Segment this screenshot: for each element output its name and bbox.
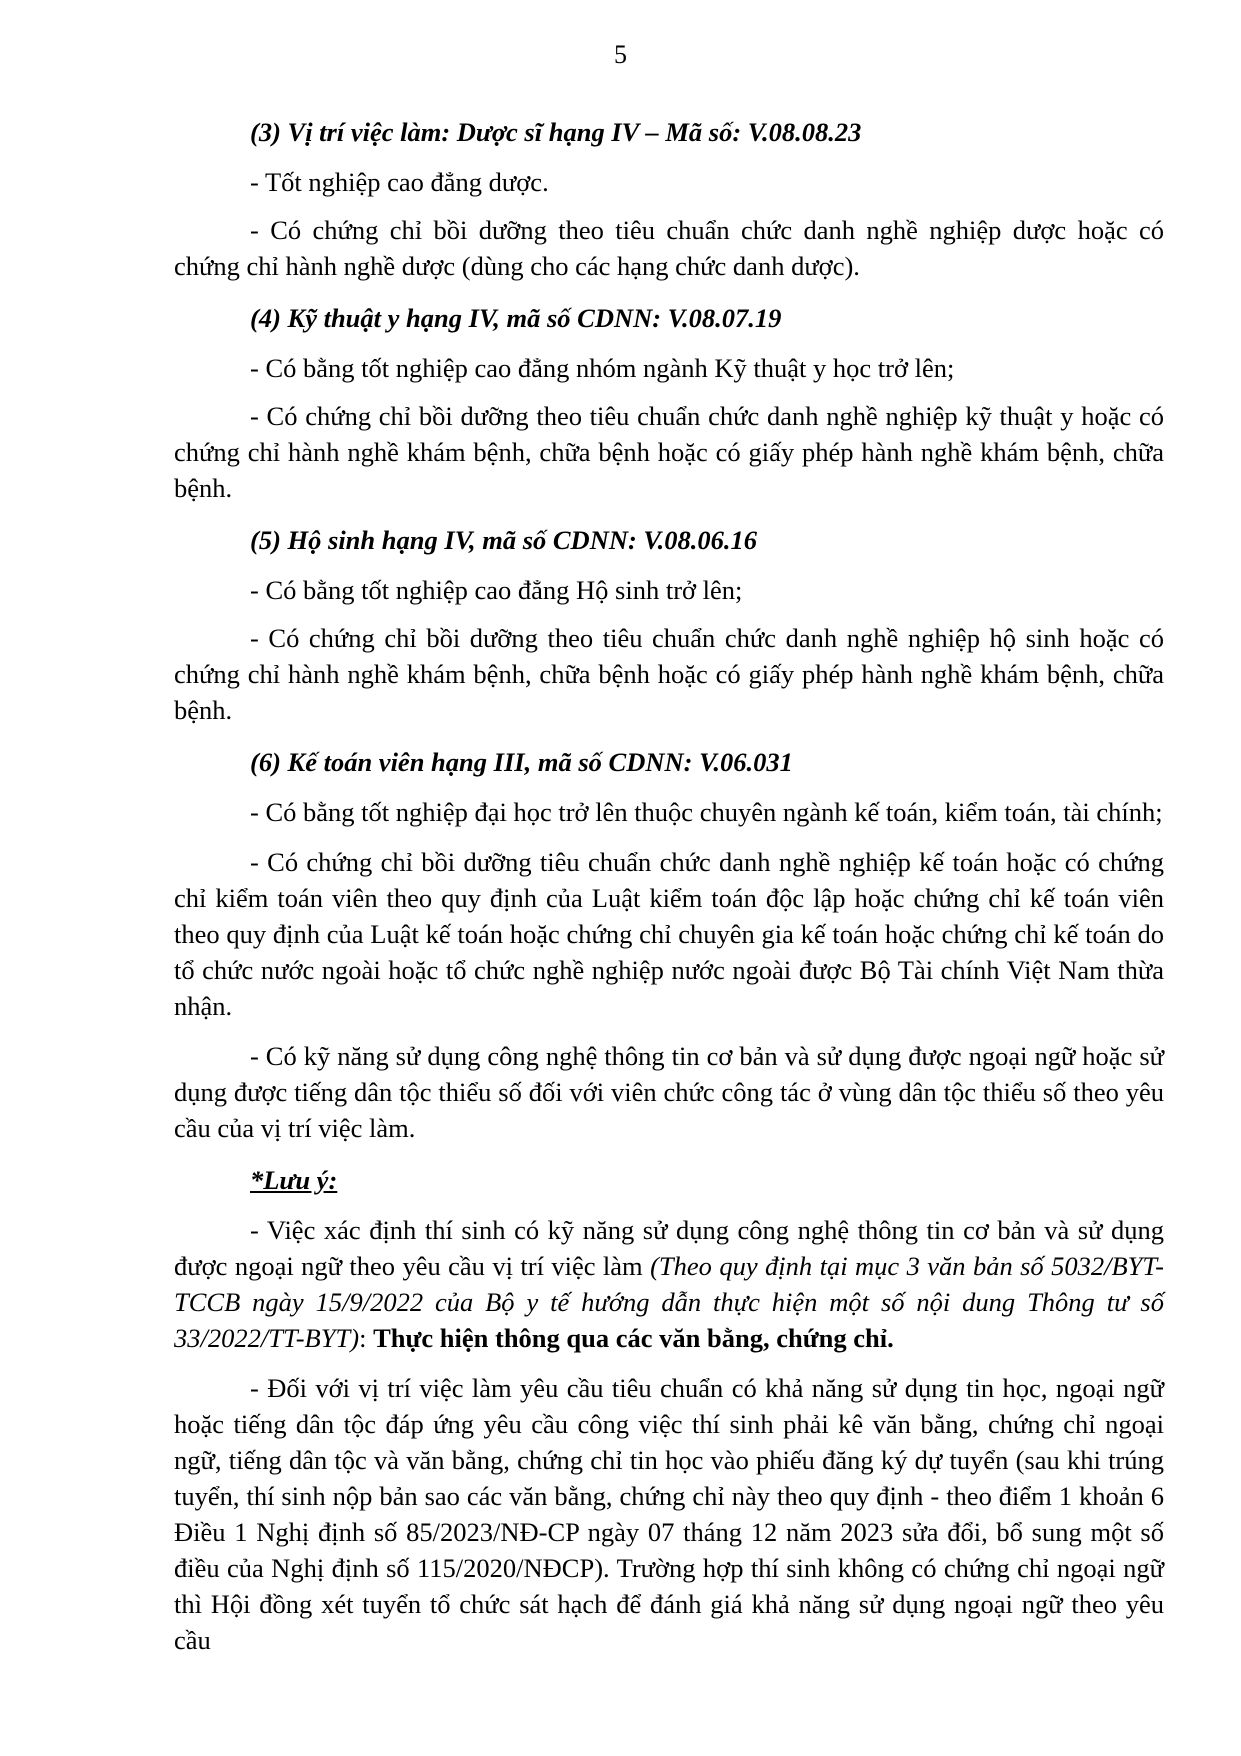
requirement-item: - Có chứng chỉ bồi dưỡng theo tiêu chuẩn chức danh nghề nghiệp dược hoặc có chứng chỉ hành nghề dược (dùng cho các hạng chức danh dược). bbox=[174, 215, 1164, 281]
requirement-item: - Có kỹ năng sử dụng công nghệ thông tin cơ bản và sử dụng được ngoại ngữ hoặc sử dụng được tiếng dân tộc thiểu số đối với viên chức công tác ở vùng dân tộc thiểu số theo yêu cầu của vị trí việc làm. bbox=[174, 1041, 1164, 1143]
note-paragraph: - Đối với vị trí việc làm yêu cầu tiêu chuẩn có khả năng sử dụng tin học, ngoại ngữ hoặc tiếng dân tộc đáp ứng yêu cầu công việc thí sinh phải kê văn bằng, chứng chỉ ngoại ngữ, tiếng dân tộc và văn bằng, chứng chỉ tin học vào phiếu đăng ký dự tuyển (sau khi trúng tuyển, thí sinh nộp bản sao các văn bằng, chứng chỉ này theo quy định - theo điểm 1 khoản 6 Điều 1 Nghị định số 85/2023/NĐ-CP ngày 07 tháng 12 năm 2023 sửa đổi, bổ sung một số điều của Nghị định số 115/2020/NĐCP). Trường hợp thí sinh không có chứng chỉ ngoại ngữ thì Hội đồng xét tuyển tổ chức sát hạch để đánh giá khả năng sử dụng ngoại ngữ theo yêu cầu bbox=[174, 1373, 1164, 1655]
requirement-item: - Tốt nghiệp cao đẳng dược. bbox=[250, 167, 549, 197]
note-colon: : bbox=[359, 1323, 374, 1353]
requirement-item: - Có chứng chỉ bồi dưỡng theo tiêu chuẩn chức danh nghề nghiệp kỹ thuật y hoặc có chứng chỉ hành nghề khám bệnh, chữa bệnh hoặc có giấy phép hành nghề khám bệnh, chữa bệnh. bbox=[174, 401, 1164, 503]
section-midwife bbox=[174, 520, 1164, 728]
section-pharmacist bbox=[174, 112, 1164, 284]
section-medical-technician bbox=[174, 298, 1164, 506]
note-reference: (Theo quy định tại mục 3 văn bản số 5032/BYT-TCCB ngày 15/9/2022 của Bộ y tế hướng dẫn thực hiện một số nội dung Thông tư số 33/2022/TT-BYT) bbox=[174, 1251, 1164, 1353]
note-section bbox=[174, 1160, 1164, 1658]
page-content bbox=[174, 112, 1164, 1672]
requirement-item: - Có bằng tốt nghiệp cao đẳng Hộ sinh trở lên; bbox=[250, 575, 743, 605]
page-number: 5 bbox=[614, 40, 627, 69]
requirement-item: - Có bằng tốt nghiệp đại học trở lên thuộc chuyên ngành kế toán, kiểm toán, tài chính; bbox=[250, 797, 1163, 827]
note-title: *Lưu ý: bbox=[250, 1165, 338, 1195]
section-heading: (3) Vị trí việc làm: Dược sĩ hạng IV – Mã số: V.08.08.23 bbox=[250, 117, 862, 147]
section-heading: (5) Hộ sinh hạng IV, mã số CDNN: V.08.06.16 bbox=[250, 525, 758, 555]
note-text: - Việc xác định thí sinh có kỹ năng sử dụng công nghệ thông tin cơ bản và sử dụng được ngoại ngữ theo yêu cầu vị trí việc làm bbox=[174, 1215, 1164, 1281]
section-heading: (6) Kế toán viên hạng III, mã số CDNN: V.06.031 bbox=[250, 747, 793, 777]
section-heading: (4) Kỹ thuật y hạng IV, mã số CDNN: V.08.07.19 bbox=[250, 303, 782, 333]
requirement-item: - Có bằng tốt nghiệp cao đẳng nhóm ngành Kỹ thuật y học trở lên; bbox=[250, 353, 955, 383]
note-paragraph bbox=[174, 1212, 1164, 1356]
requirement-item: - Có chứng chỉ bồi dưỡng tiêu chuẩn chức danh nghề nghiệp kế toán hoặc có chứng chỉ kiểm toán viên theo quy định của Luật kiểm toán độc lập hoặc chứng chỉ kế toán viên theo quy định của Luật kế toán hoặc chứng chỉ chuyên gia kế toán hoặc chứng chỉ kế toán do tổ chức nước ngoài hoặc tổ chức nghề nghiệp nước ngoài được Bộ Tài chính Việt Nam thừa nhận. bbox=[174, 847, 1164, 1021]
note-emphasis: Thực hiện thông qua các văn bằng, chứng chỉ. bbox=[373, 1323, 894, 1353]
section-accountant bbox=[174, 742, 1164, 1146]
requirement-item: - Có chứng chỉ bồi dưỡng theo tiêu chuẩn chức danh nghề nghiệp hộ sinh hoặc có chứng chỉ hành nghề khám bệnh, chữa bệnh hoặc có giấy phép hành nghề khám bệnh, chữa bệnh. bbox=[174, 623, 1164, 725]
